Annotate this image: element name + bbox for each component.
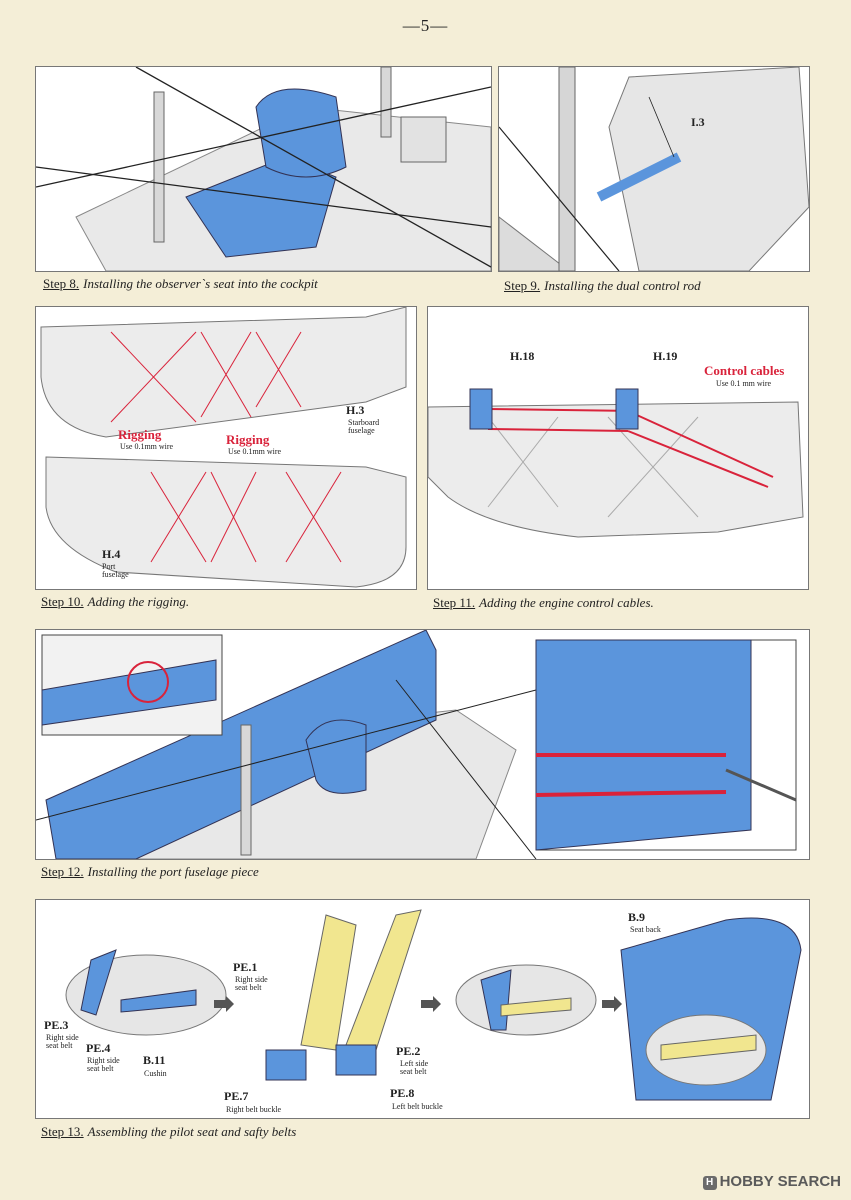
part-label-h19: H.19 bbox=[653, 349, 678, 363]
step9-number: Step 9. bbox=[504, 278, 541, 293]
control-cables-label: Control cables bbox=[704, 363, 785, 378]
h3-sub-1: Starboard bbox=[348, 418, 380, 427]
pe7-sub: Right belt buckle bbox=[226, 1105, 282, 1114]
pe1-sub-2: seat belt bbox=[235, 983, 262, 992]
h4-sub-1: Port bbox=[102, 562, 116, 571]
pe4-sub-2: seat belt bbox=[87, 1064, 114, 1073]
part-label-pe4: PE.4 bbox=[86, 1041, 111, 1055]
part-label-pe3: PE.3 bbox=[44, 1018, 69, 1032]
step10-caption bbox=[41, 594, 189, 610]
step9-caption bbox=[504, 278, 701, 294]
b11-sub: Cushin bbox=[144, 1069, 167, 1078]
step13-text: Assembling the pilot seat and safty belts bbox=[87, 1124, 297, 1139]
step10-illustration bbox=[35, 306, 417, 590]
step12-text: Installing the port fuselage piece bbox=[87, 864, 259, 879]
step11-number: Step 11. bbox=[433, 595, 476, 610]
part-label-b9: B.9 bbox=[628, 910, 646, 924]
rigging-sub-2: Use 0.1mm wire bbox=[228, 447, 282, 456]
hobby-search-watermark bbox=[703, 1173, 841, 1190]
step8-text: Installing the observer`s seat into the cockpit bbox=[83, 276, 318, 291]
part-label-pe8: PE.8 bbox=[390, 1086, 415, 1100]
pe2-sub-1: Left side bbox=[400, 1059, 429, 1068]
step8-number: Step 8. bbox=[43, 276, 80, 291]
part-label-h3: H.3 bbox=[346, 403, 365, 417]
part-label-pe7: PE.7 bbox=[224, 1089, 249, 1103]
step12-illustration bbox=[35, 629, 810, 860]
rigging-label-1: Rigging bbox=[118, 427, 162, 442]
watermark-text: HOBBY SEARCH bbox=[719, 1173, 841, 1190]
pe1-sub-1: Right side bbox=[235, 975, 268, 984]
step8-caption bbox=[43, 276, 318, 292]
b9-sub: Seat back bbox=[630, 925, 661, 934]
h3-sub-2: fuselage bbox=[348, 426, 375, 435]
part-label-h18: H.18 bbox=[510, 349, 535, 363]
pe3-sub-1: Right side bbox=[46, 1033, 79, 1042]
control-cables-sub: Use 0.1 mm wire bbox=[716, 379, 772, 388]
pe2-sub-2: seat belt bbox=[400, 1067, 427, 1076]
step9-illustration bbox=[498, 66, 810, 272]
pe4-sub-1: Right side bbox=[87, 1056, 120, 1065]
step13-caption bbox=[41, 1124, 296, 1140]
pe8-sub: Left belt buckle bbox=[392, 1102, 443, 1111]
step12-caption bbox=[41, 864, 259, 880]
rigging-label-2: Rigging bbox=[226, 432, 270, 447]
step11-caption bbox=[433, 595, 654, 611]
rigging-sub-1: Use 0.1mm wire bbox=[120, 442, 174, 451]
step11-illustration bbox=[427, 306, 809, 590]
step9-text: Installing the dual control rod bbox=[544, 278, 701, 293]
step13-illustration bbox=[35, 899, 810, 1119]
part-label-pe1: PE.1 bbox=[233, 960, 258, 974]
page-number: —5— bbox=[402, 16, 449, 35]
hobby-search-logo-icon: H bbox=[703, 1176, 717, 1190]
pe3-sub-2: seat belt bbox=[46, 1041, 73, 1050]
step11-text: Adding the engine control cables. bbox=[479, 595, 654, 610]
step10-number: Step 10. bbox=[41, 594, 84, 609]
step8-illustration bbox=[35, 66, 492, 272]
step13-number: Step 13. bbox=[41, 1124, 84, 1139]
step10-text: Adding the rigging. bbox=[87, 594, 190, 609]
part-label-b11: B.11 bbox=[143, 1053, 166, 1067]
h4-sub-2: fuselage bbox=[102, 570, 129, 579]
part-label-h4: H.4 bbox=[102, 547, 121, 561]
part-label-i3: I.3 bbox=[691, 115, 705, 129]
step12-number: Step 12. bbox=[41, 864, 84, 879]
part-label-pe2: PE.2 bbox=[396, 1044, 421, 1058]
